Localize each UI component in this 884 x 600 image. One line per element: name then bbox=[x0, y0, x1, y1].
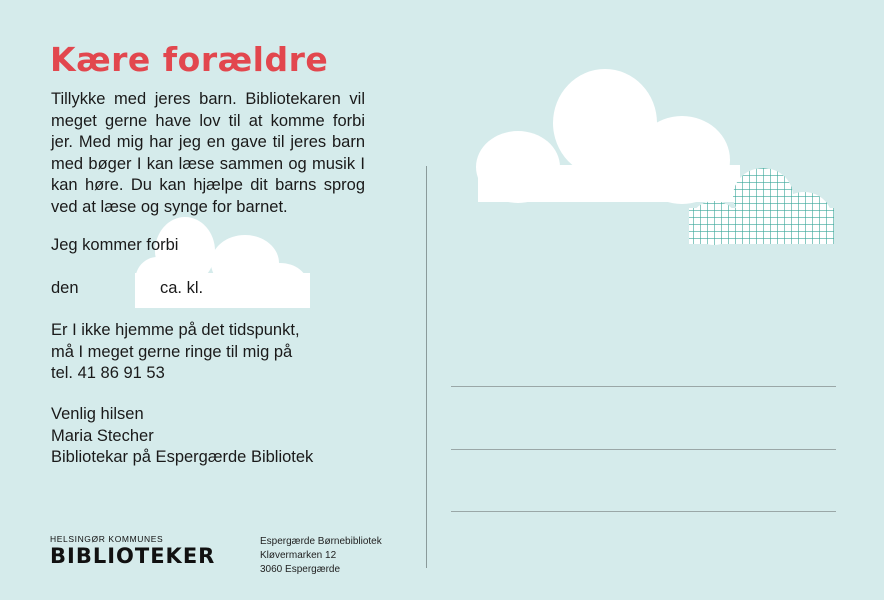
address-line-3 bbox=[451, 511, 836, 512]
date-label: den bbox=[51, 279, 79, 297]
closing: Venlig hilsen bbox=[51, 405, 144, 423]
field-cloud-icon bbox=[120, 213, 310, 309]
address-line: 3060 Espergærde bbox=[260, 564, 341, 575]
postcard-divider bbox=[426, 166, 427, 568]
signature-block bbox=[51, 404, 371, 469]
address-line-2 bbox=[451, 449, 836, 450]
page-title: Kære forældre bbox=[50, 40, 329, 79]
phone-number: tel. 41 86 91 53 bbox=[51, 364, 165, 382]
notice-line: Er I ikke hjemme på det tidspunkt, bbox=[51, 321, 300, 339]
signer-role: Bibliotekar på Espergærde Bibliotek bbox=[51, 448, 314, 466]
time-label: ca. kl. bbox=[160, 279, 204, 297]
address-line: Kløvermarken 12 bbox=[260, 550, 337, 561]
sender-address bbox=[260, 535, 382, 577]
address-line-1 bbox=[451, 386, 836, 387]
intro-paragraph: Tillykke med jeres barn. Bibliotekaren vil meget gerne have lov til at komme forbi jer. Med mig har jeg en gave til jeres barn med bøger I kan læse sammen og musik I kan høre. Du kan hjælpe dit barns sprog ved at læse og synge for barnet. bbox=[51, 90, 365, 216]
address-line: Espergærde Børnebibliotek bbox=[260, 536, 382, 547]
logo-wordmark: BIBLIOTEKER bbox=[50, 544, 216, 568]
logo-subtitle: HELSINGØR KOMMUNES bbox=[50, 534, 164, 544]
signer-name: Maria Stecher bbox=[51, 426, 154, 445]
library-logo bbox=[50, 534, 215, 568]
notice-line: må I meget gerne ringe til mig på bbox=[51, 342, 293, 361]
notice-paragraph bbox=[51, 320, 371, 385]
grid-cloud-icon bbox=[686, 168, 836, 248]
visit-label: Jeg kommer forbi bbox=[51, 236, 179, 254]
